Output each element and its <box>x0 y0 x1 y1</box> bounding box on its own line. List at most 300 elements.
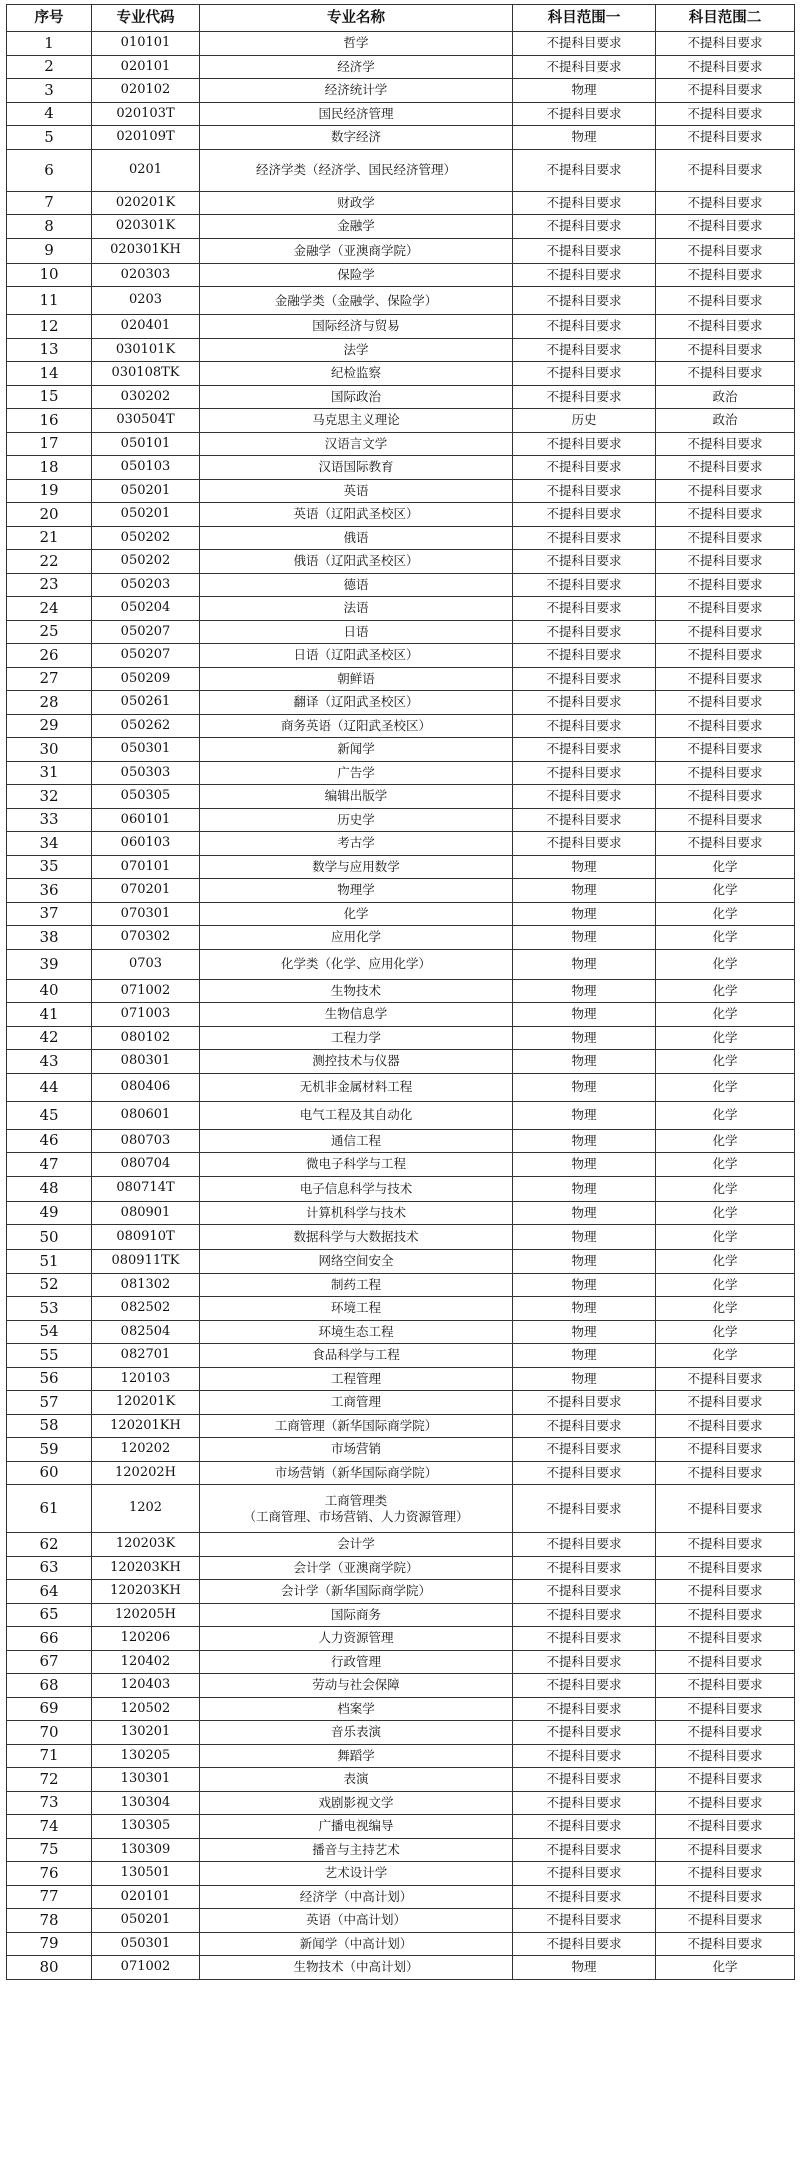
subject-range-2: 政治 <box>656 409 795 433</box>
table-row <box>7 191 795 215</box>
row-number: 68 <box>7 1674 92 1698</box>
major-name: 测控技术与仪器 <box>200 1050 513 1074</box>
table-row <box>7 691 795 715</box>
major-code: 070101 <box>92 855 200 879</box>
row-number: 61 <box>7 1485 92 1533</box>
row-number: 3 <box>7 79 92 103</box>
subject-range-1: 不提科目要求 <box>513 456 656 480</box>
row-number: 12 <box>7 315 92 339</box>
subject-range-2: 不提科目要求 <box>656 102 795 126</box>
major-name: 经济统计学 <box>200 79 513 103</box>
major-code: 030108TK <box>92 362 200 386</box>
major-name: 化学 <box>200 902 513 926</box>
subject-range-1: 物理 <box>513 1153 656 1177</box>
table-row <box>7 1485 795 1533</box>
major-code: 030202 <box>92 385 200 409</box>
row-number: 56 <box>7 1367 92 1391</box>
row-number: 62 <box>7 1533 92 1557</box>
major-name: 汉语国际教育 <box>200 456 513 480</box>
row-number: 67 <box>7 1650 92 1674</box>
subject-range-1: 物理 <box>513 949 656 979</box>
table-row <box>7 644 795 668</box>
major-name: 工商管理 <box>200 1391 513 1415</box>
major-code: 050203 <box>92 573 200 597</box>
major-name: 人力资源管理 <box>200 1627 513 1651</box>
row-number: 53 <box>7 1297 92 1321</box>
subject-range-2: 不提科目要求 <box>656 315 795 339</box>
subject-range-1: 不提科目要求 <box>513 785 656 809</box>
subject-range-2: 化学 <box>656 1250 795 1274</box>
major-name: 会计学（亚澳商学院） <box>200 1556 513 1580</box>
row-number: 26 <box>7 644 92 668</box>
major-name: 国际商务 <box>200 1603 513 1627</box>
row-number: 57 <box>7 1391 92 1415</box>
major-code: 080301 <box>92 1050 200 1074</box>
table-row <box>7 1438 795 1462</box>
major-code: 020103T <box>92 102 200 126</box>
table-row <box>7 808 795 832</box>
subject-range-2: 化学 <box>656 1297 795 1321</box>
major-name: 国民经济管理 <box>200 102 513 126</box>
subject-range-1: 物理 <box>513 902 656 926</box>
major-code: 060101 <box>92 808 200 832</box>
major-code: 020301KH <box>92 238 200 263</box>
table-row <box>7 362 795 386</box>
table-row <box>7 1050 795 1074</box>
row-number: 49 <box>7 1201 92 1225</box>
row-number: 37 <box>7 902 92 926</box>
header-row <box>7 5 795 32</box>
table-row <box>7 902 795 926</box>
table-row <box>7 1176 795 1201</box>
subject-range-2: 化学 <box>656 855 795 879</box>
major-code: 130305 <box>92 1815 200 1839</box>
subject-range-1: 不提科目要求 <box>513 808 656 832</box>
major-name: 电气工程及其自动化 <box>200 1101 513 1129</box>
table-row <box>7 456 795 480</box>
table-row <box>7 479 795 503</box>
table-row <box>7 573 795 597</box>
major-code: 120502 <box>92 1697 200 1721</box>
table-row <box>7 263 795 287</box>
subject-range-2: 化学 <box>656 1026 795 1050</box>
table-row <box>7 1533 795 1557</box>
major-name: 环境生态工程 <box>200 1320 513 1344</box>
major-code: 120203KH <box>92 1580 200 1604</box>
row-number: 17 <box>7 432 92 456</box>
subject-range-2: 化学 <box>656 1003 795 1027</box>
major-name: 朝鲜语 <box>200 667 513 691</box>
subject-range-1: 不提科目要求 <box>513 1650 656 1674</box>
major-code: 130205 <box>92 1744 200 1768</box>
row-number: 74 <box>7 1815 92 1839</box>
major-name: 纪检监察 <box>200 362 513 386</box>
subject-range-2: 不提科目要求 <box>656 32 795 56</box>
table-row <box>7 620 795 644</box>
table-row <box>7 832 795 856</box>
major-name: 电子信息科学与技术 <box>200 1176 513 1201</box>
major-code: 080901 <box>92 1201 200 1225</box>
major-name: 市场营销 <box>200 1438 513 1462</box>
major-name: 编辑出版学 <box>200 785 513 809</box>
subject-range-1: 不提科目要求 <box>513 338 656 362</box>
table-row <box>7 1461 795 1485</box>
major-code: 071003 <box>92 1003 200 1027</box>
subject-range-1: 物理 <box>513 1225 656 1250</box>
major-code: 070301 <box>92 902 200 926</box>
subject-range-1: 不提科目要求 <box>513 1438 656 1462</box>
major-code: 020201K <box>92 191 200 215</box>
subject-range-2: 不提科目要求 <box>656 338 795 362</box>
row-number: 76 <box>7 1862 92 1886</box>
subject-range-1: 不提科目要求 <box>513 667 656 691</box>
row-number: 18 <box>7 456 92 480</box>
row-number: 39 <box>7 949 92 979</box>
major-name: 档案学 <box>200 1697 513 1721</box>
subject-range-2: 不提科目要求 <box>656 1580 795 1604</box>
table-row <box>7 1003 795 1027</box>
subject-range-2: 不提科目要求 <box>656 691 795 715</box>
subject-range-1: 物理 <box>513 879 656 903</box>
subject-range-2: 化学 <box>656 1176 795 1201</box>
row-number: 47 <box>7 1153 92 1177</box>
major-code: 020303 <box>92 263 200 287</box>
row-number: 66 <box>7 1627 92 1651</box>
row-number: 59 <box>7 1438 92 1462</box>
major-name: 国际政治 <box>200 385 513 409</box>
major-code: 120203KH <box>92 1556 200 1580</box>
row-number: 9 <box>7 238 92 263</box>
major-code: 050209 <box>92 667 200 691</box>
subject-range-2: 政治 <box>656 385 795 409</box>
major-code: 010101 <box>92 32 200 56</box>
header-major: 专业名称 <box>200 5 513 32</box>
major-name: 会计学 <box>200 1533 513 1557</box>
major-name: 舞蹈学 <box>200 1744 513 1768</box>
table-row <box>7 1697 795 1721</box>
subject-range-1: 物理 <box>513 79 656 103</box>
major-name: 法语 <box>200 597 513 621</box>
subject-range-1: 不提科目要求 <box>513 315 656 339</box>
major-name: 英语（辽阳武圣校区） <box>200 503 513 527</box>
subject-range-2: 不提科目要求 <box>656 1556 795 1580</box>
subject-range-2: 不提科目要求 <box>656 215 795 239</box>
major-name: 工程力学 <box>200 1026 513 1050</box>
major-name: 商务英语（辽阳武圣校区） <box>200 714 513 738</box>
table-row <box>7 1603 795 1627</box>
subject-range-1: 不提科目要求 <box>513 1414 656 1438</box>
row-number: 28 <box>7 691 92 715</box>
row-number: 65 <box>7 1603 92 1627</box>
major-code: 120205H <box>92 1603 200 1627</box>
major-name: 英语（中高计划） <box>200 1909 513 1933</box>
subject-range-2: 不提科目要求 <box>656 1414 795 1438</box>
major-name: 财政学 <box>200 191 513 215</box>
subject-range-2: 化学 <box>656 1153 795 1177</box>
major-name: 表演 <box>200 1768 513 1792</box>
table-row <box>7 1744 795 1768</box>
major-name: 数据科学与大数据技术 <box>200 1225 513 1250</box>
table-row <box>7 1129 795 1153</box>
subject-range-1: 不提科目要求 <box>513 215 656 239</box>
subject-range-1: 不提科目要求 <box>513 149 656 191</box>
major-name: 马克思主义理论 <box>200 409 513 433</box>
subject-range-1: 不提科目要求 <box>513 263 656 287</box>
row-number: 14 <box>7 362 92 386</box>
major-name: 金融学（亚澳商学院） <box>200 238 513 263</box>
row-number: 51 <box>7 1250 92 1274</box>
row-number: 50 <box>7 1225 92 1250</box>
subject-range-1: 不提科目要求 <box>513 32 656 56</box>
major-name: 金融学 <box>200 215 513 239</box>
table-row <box>7 1153 795 1177</box>
major-code: 050101 <box>92 432 200 456</box>
major-name: 法学 <box>200 338 513 362</box>
major-code: 130301 <box>92 1768 200 1792</box>
subject-range-2: 不提科目要求 <box>656 1744 795 1768</box>
table-body <box>7 32 795 1980</box>
row-number: 27 <box>7 667 92 691</box>
subject-range-1: 不提科目要求 <box>513 1603 656 1627</box>
major-code: 080601 <box>92 1101 200 1129</box>
table-row <box>7 1650 795 1674</box>
major-code: 080910T <box>92 1225 200 1250</box>
subject-range-2: 化学 <box>656 1073 795 1101</box>
major-code: 050303 <box>92 761 200 785</box>
major-name: 戏剧影视文学 <box>200 1791 513 1815</box>
subject-range-1: 不提科目要求 <box>513 191 656 215</box>
major-code: 120201K <box>92 1391 200 1415</box>
major-code: 050202 <box>92 526 200 550</box>
subject-range-2: 化学 <box>656 1344 795 1368</box>
table-row <box>7 1815 795 1839</box>
major-code: 050202 <box>92 550 200 574</box>
major-code: 020401 <box>92 315 200 339</box>
row-number: 72 <box>7 1768 92 1792</box>
subject-range-2: 不提科目要求 <box>656 1438 795 1462</box>
row-number: 33 <box>7 808 92 832</box>
major-name: 工程管理 <box>200 1367 513 1391</box>
row-number: 4 <box>7 102 92 126</box>
major-code: 071002 <box>92 1956 200 1980</box>
subject-range-2: 不提科目要求 <box>656 1885 795 1909</box>
major-name: 数字经济 <box>200 126 513 150</box>
major-name: 化学类（化学、应用化学） <box>200 949 513 979</box>
subject-range-1: 不提科目要求 <box>513 573 656 597</box>
subject-range-2: 不提科目要求 <box>656 620 795 644</box>
major-name: 生物技术 <box>200 979 513 1003</box>
row-number: 32 <box>7 785 92 809</box>
table-row <box>7 432 795 456</box>
table-row <box>7 102 795 126</box>
major-name: 音乐表演 <box>200 1721 513 1745</box>
major-name: 翻译（辽阳武圣校区） <box>200 691 513 715</box>
major-name: 新闻学（中高计划） <box>200 1932 513 1956</box>
table-row <box>7 855 795 879</box>
subject-range-1: 不提科目要求 <box>513 503 656 527</box>
major-code: 080102 <box>92 1026 200 1050</box>
table-container <box>6 4 794 1980</box>
subject-range-1: 物理 <box>513 926 656 950</box>
major-code: 130304 <box>92 1791 200 1815</box>
major-name: 考古学 <box>200 832 513 856</box>
row-number: 75 <box>7 1838 92 1862</box>
major-code: 050207 <box>92 644 200 668</box>
major-name: 制药工程 <box>200 1273 513 1297</box>
subject-range-2: 不提科目要求 <box>656 1768 795 1792</box>
row-number: 1 <box>7 32 92 56</box>
major-code: 130309 <box>92 1838 200 1862</box>
row-number: 48 <box>7 1176 92 1201</box>
major-code: 070302 <box>92 926 200 950</box>
subject-range-2: 不提科目要求 <box>656 238 795 263</box>
subject-range-1: 不提科目要求 <box>513 1744 656 1768</box>
subject-range-2: 不提科目要求 <box>656 1909 795 1933</box>
major-code: 0203 <box>92 287 200 315</box>
table-row <box>7 667 795 691</box>
subject-range-2: 不提科目要求 <box>656 1815 795 1839</box>
row-number: 29 <box>7 714 92 738</box>
row-number: 46 <box>7 1129 92 1153</box>
table-row <box>7 926 795 950</box>
subject-range-1: 不提科目要求 <box>513 1627 656 1651</box>
table-row <box>7 785 795 809</box>
row-number: 45 <box>7 1101 92 1129</box>
major-code: 030101K <box>92 338 200 362</box>
major-name: 播音与主持艺术 <box>200 1838 513 1862</box>
major-name: 俄语 <box>200 526 513 550</box>
major-code: 082502 <box>92 1297 200 1321</box>
major-name: 哲学 <box>200 32 513 56</box>
header-subject-1: 科目范围一 <box>513 5 656 32</box>
table-row <box>7 1414 795 1438</box>
table-row <box>7 1909 795 1933</box>
major-name: 网络空间安全 <box>200 1250 513 1274</box>
major-code: 0703 <box>92 949 200 979</box>
major-name: 微电子科学与工程 <box>200 1153 513 1177</box>
subject-range-2: 化学 <box>656 1320 795 1344</box>
subject-range-1: 不提科目要求 <box>513 1815 656 1839</box>
major-name: 日语（辽阳武圣校区） <box>200 644 513 668</box>
subject-range-1: 物理 <box>513 1003 656 1027</box>
table-row <box>7 1320 795 1344</box>
row-number: 20 <box>7 503 92 527</box>
subject-range-2: 不提科目要求 <box>656 1838 795 1862</box>
subject-range-2: 不提科目要求 <box>656 1627 795 1651</box>
row-number: 73 <box>7 1791 92 1815</box>
table-row <box>7 1250 795 1274</box>
major-code: 020101 <box>92 55 200 79</box>
row-number: 43 <box>7 1050 92 1074</box>
major-name: 工商管理（新华国际商学院） <box>200 1414 513 1438</box>
table-row <box>7 1791 795 1815</box>
subject-range-1: 不提科目要求 <box>513 738 656 762</box>
major-code: 082701 <box>92 1344 200 1368</box>
subject-range-2: 不提科目要求 <box>656 573 795 597</box>
major-code: 130201 <box>92 1721 200 1745</box>
subject-range-1: 物理 <box>513 126 656 150</box>
row-number: 79 <box>7 1932 92 1956</box>
subject-range-1: 不提科目要求 <box>513 362 656 386</box>
major-code: 120402 <box>92 1650 200 1674</box>
table-row <box>7 1885 795 1909</box>
table-row <box>7 1225 795 1250</box>
table-row <box>7 385 795 409</box>
major-code: 060103 <box>92 832 200 856</box>
subject-range-2: 不提科目要求 <box>656 1461 795 1485</box>
row-number: 80 <box>7 1956 92 1980</box>
subject-range-1: 不提科目要求 <box>513 1838 656 1862</box>
major-code: 050261 <box>92 691 200 715</box>
subject-range-2: 不提科目要求 <box>656 1650 795 1674</box>
table-row <box>7 949 795 979</box>
subject-range-1: 物理 <box>513 1050 656 1074</box>
table-header <box>7 5 795 32</box>
subject-range-1: 不提科目要求 <box>513 526 656 550</box>
major-code: 020101 <box>92 1885 200 1909</box>
major-code: 050201 <box>92 1909 200 1933</box>
table-row <box>7 126 795 150</box>
row-number: 24 <box>7 597 92 621</box>
subject-range-1: 不提科目要求 <box>513 385 656 409</box>
subject-range-1: 物理 <box>513 1026 656 1050</box>
major-code: 130501 <box>92 1862 200 1886</box>
major-code: 080704 <box>92 1153 200 1177</box>
subject-range-2: 不提科目要求 <box>656 1391 795 1415</box>
major-name: 经济学类（经济学、国民经济管理） <box>200 149 513 191</box>
subject-range-1: 物理 <box>513 1101 656 1129</box>
subject-range-1: 不提科目要求 <box>513 479 656 503</box>
major-code: 020109T <box>92 126 200 150</box>
table-row <box>7 1026 795 1050</box>
table-row <box>7 979 795 1003</box>
header-code: 专业代码 <box>92 5 200 32</box>
row-number: 31 <box>7 761 92 785</box>
subject-range-1: 不提科目要求 <box>513 550 656 574</box>
subject-range-2: 化学 <box>656 902 795 926</box>
subject-range-2: 不提科目要求 <box>656 667 795 691</box>
subject-range-1: 物理 <box>513 979 656 1003</box>
subject-range-2: 不提科目要求 <box>656 1791 795 1815</box>
major-name: 数学与应用数学 <box>200 855 513 879</box>
row-number: 42 <box>7 1026 92 1050</box>
row-number: 52 <box>7 1273 92 1297</box>
major-name: 金融学类（金融学、保险学） <box>200 287 513 315</box>
header-subject-2: 科目范围二 <box>656 5 795 32</box>
major-name: 生物技术（中高计划） <box>200 1956 513 1980</box>
table-row <box>7 79 795 103</box>
table-row <box>7 1674 795 1698</box>
table-row <box>7 338 795 362</box>
row-number: 16 <box>7 409 92 433</box>
subject-range-1: 物理 <box>513 1367 656 1391</box>
subject-range-2: 不提科目要求 <box>656 738 795 762</box>
row-number: 64 <box>7 1580 92 1604</box>
subject-range-1: 不提科目要求 <box>513 644 656 668</box>
subject-range-1: 不提科目要求 <box>513 1697 656 1721</box>
subject-range-2: 化学 <box>656 879 795 903</box>
major-name: 无机非金属材料工程 <box>200 1073 513 1101</box>
row-number: 78 <box>7 1909 92 1933</box>
subject-range-1: 不提科目要求 <box>513 432 656 456</box>
major-code: 050201 <box>92 503 200 527</box>
subject-range-1: 物理 <box>513 1201 656 1225</box>
row-number: 55 <box>7 1344 92 1368</box>
major-code: 050305 <box>92 785 200 809</box>
table-row <box>7 1273 795 1297</box>
major-name: 经济学 <box>200 55 513 79</box>
subject-range-2: 化学 <box>656 1050 795 1074</box>
